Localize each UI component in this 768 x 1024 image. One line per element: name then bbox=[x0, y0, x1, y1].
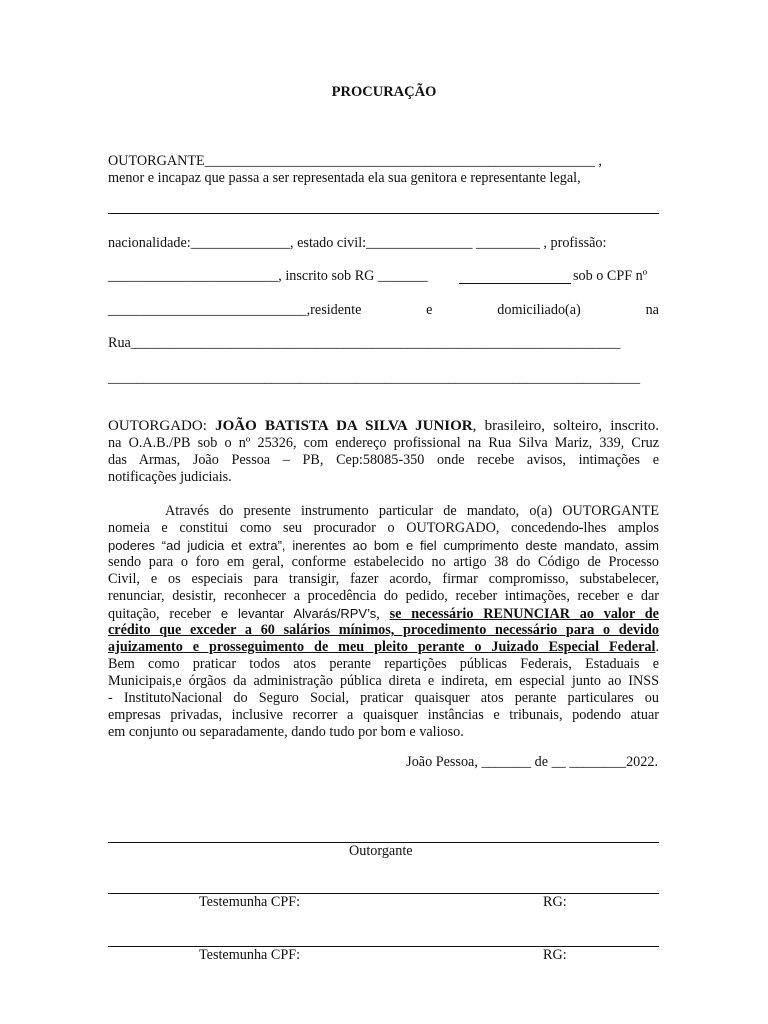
outorgado-paragraph bbox=[108, 418, 659, 486]
mandate-line-8: crédito que exceder a 60 salários mínimos, procedimento necessário para o devido bbox=[108, 622, 659, 638]
mandate-line-14: em conjunto ou separadamente, dando tudo por bom e valioso. bbox=[108, 724, 464, 740]
outorgante-minor-line: menor e incapaz que passa a ser representada ela sua genitora e representante legal, bbox=[108, 170, 581, 186]
outorgante-line: OUTORGANTE_______________________________________________________ , bbox=[108, 153, 602, 169]
mandate-line-2: nomeia e constitui como seu procurador o OUTORGADO, concedendo-lhes amplos bbox=[108, 520, 659, 536]
mandate-line-7: quitação, receber e levantar Alvarás/RPV’s, se necessário RENUNCIAR ao valor de bbox=[108, 606, 659, 622]
address-blank-line: ___________________________________________________________________________ bbox=[108, 370, 641, 386]
mandate-line-1: Através do presente instrumento particular de mandato, o(a) OUTORGANTE bbox=[165, 503, 659, 519]
mandate-line-5: Civil, e os especiais para transigir, fazer acordo, firmar compromisso, substabelecer, bbox=[108, 571, 659, 587]
mandate-line-9: ajuizamento e prosseguimento de meu pleito perante o Juizado Especial Federal. bbox=[108, 639, 659, 655]
witness-2-rg-label: RG: bbox=[543, 947, 567, 963]
renunciar-clause: se necessário RENUNCIAR ao valor de bbox=[389, 606, 659, 622]
witness-2-signature-line bbox=[108, 946, 659, 947]
mandate-line-11: Municipais,e órgãos da administração pública direta e indireta, em especial junto ao INSS bbox=[108, 673, 659, 689]
outorgado-line-4: notificações judiciais. bbox=[108, 469, 232, 485]
outorgante-signature-label: Outorgante bbox=[349, 843, 413, 859]
outorgado-line-1: OUTORGADO: JOÃO BATISTA DA SILVA JUNIOR, brasileiro, solteiro, inscrito. bbox=[108, 418, 659, 434]
witness-1-cpf-label: Testemunha CPF: bbox=[199, 894, 301, 910]
mandate-line-13: empresas privadas, inclusive recorrer a quaisquer instâncias e tribunais, podendo atuar bbox=[108, 707, 659, 723]
date-line: João Pessoa, _______ de __ ________2022. bbox=[406, 754, 658, 770]
rg-line-left: ________________________, inscrito sob RG _______ bbox=[108, 268, 428, 284]
document-title: PROCURAÇÃO bbox=[331, 84, 437, 100]
rg-line-right: sob o CPF nº bbox=[573, 268, 648, 284]
mandate-line-4: sendo para o foro em geral, conforme estabelecido no artigo 38 do Código de Processo bbox=[108, 554, 659, 570]
nacionalidade-line: nacionalidade:______________, estado civil:_______________ _________ , profissão: bbox=[108, 235, 607, 251]
outorgado-name: JOÃO BATISTA DA SILVA JUNIOR bbox=[215, 418, 473, 434]
mandate-line-6: renunciar, desistir, reconhecer a procedência do pedido, receber intimações, receber e dar bbox=[108, 588, 659, 604]
na-word: na bbox=[645, 302, 659, 318]
residente-word: ____________________________,residente bbox=[108, 302, 362, 318]
e-word: e bbox=[426, 302, 433, 318]
mandate-line-3: poderes “ad judicia et extra”, inerentes ao bom e fiel cumprimento deste mandato, assim bbox=[108, 538, 659, 553]
witness-2-cpf-label: Testemunha CPF: bbox=[199, 947, 301, 963]
witness-1-rg-label: RG: bbox=[543, 894, 567, 910]
rua-line: Rua_____________________________________________________________________ bbox=[108, 335, 621, 351]
mandate-paragraph bbox=[108, 503, 659, 741]
outorgado-line-2: na O.A.B./PB sob o nº 25326, com endereço profissional na Rua Silva Mariz, 339, Cruz bbox=[108, 435, 659, 451]
blank-line bbox=[108, 213, 659, 214]
outorgado-line-3: das Armas, João Pessoa – PB, Cep:58085-350 onde recebe avisos, intimações e bbox=[108, 452, 659, 468]
witness-1-signature-line bbox=[108, 893, 659, 894]
domiciliado-word: domiciliado(a) bbox=[497, 302, 581, 318]
mandate-line-10: Bem como praticar todos atos perante repartições públicas Federais, Estaduais e bbox=[108, 656, 659, 672]
rg-blank-line bbox=[459, 283, 571, 284]
mandate-line-12: - InstitutoNacional do Seguro Social, praticar quaisquer atos perante particulares ou bbox=[108, 690, 659, 706]
residente-line bbox=[108, 302, 659, 319]
